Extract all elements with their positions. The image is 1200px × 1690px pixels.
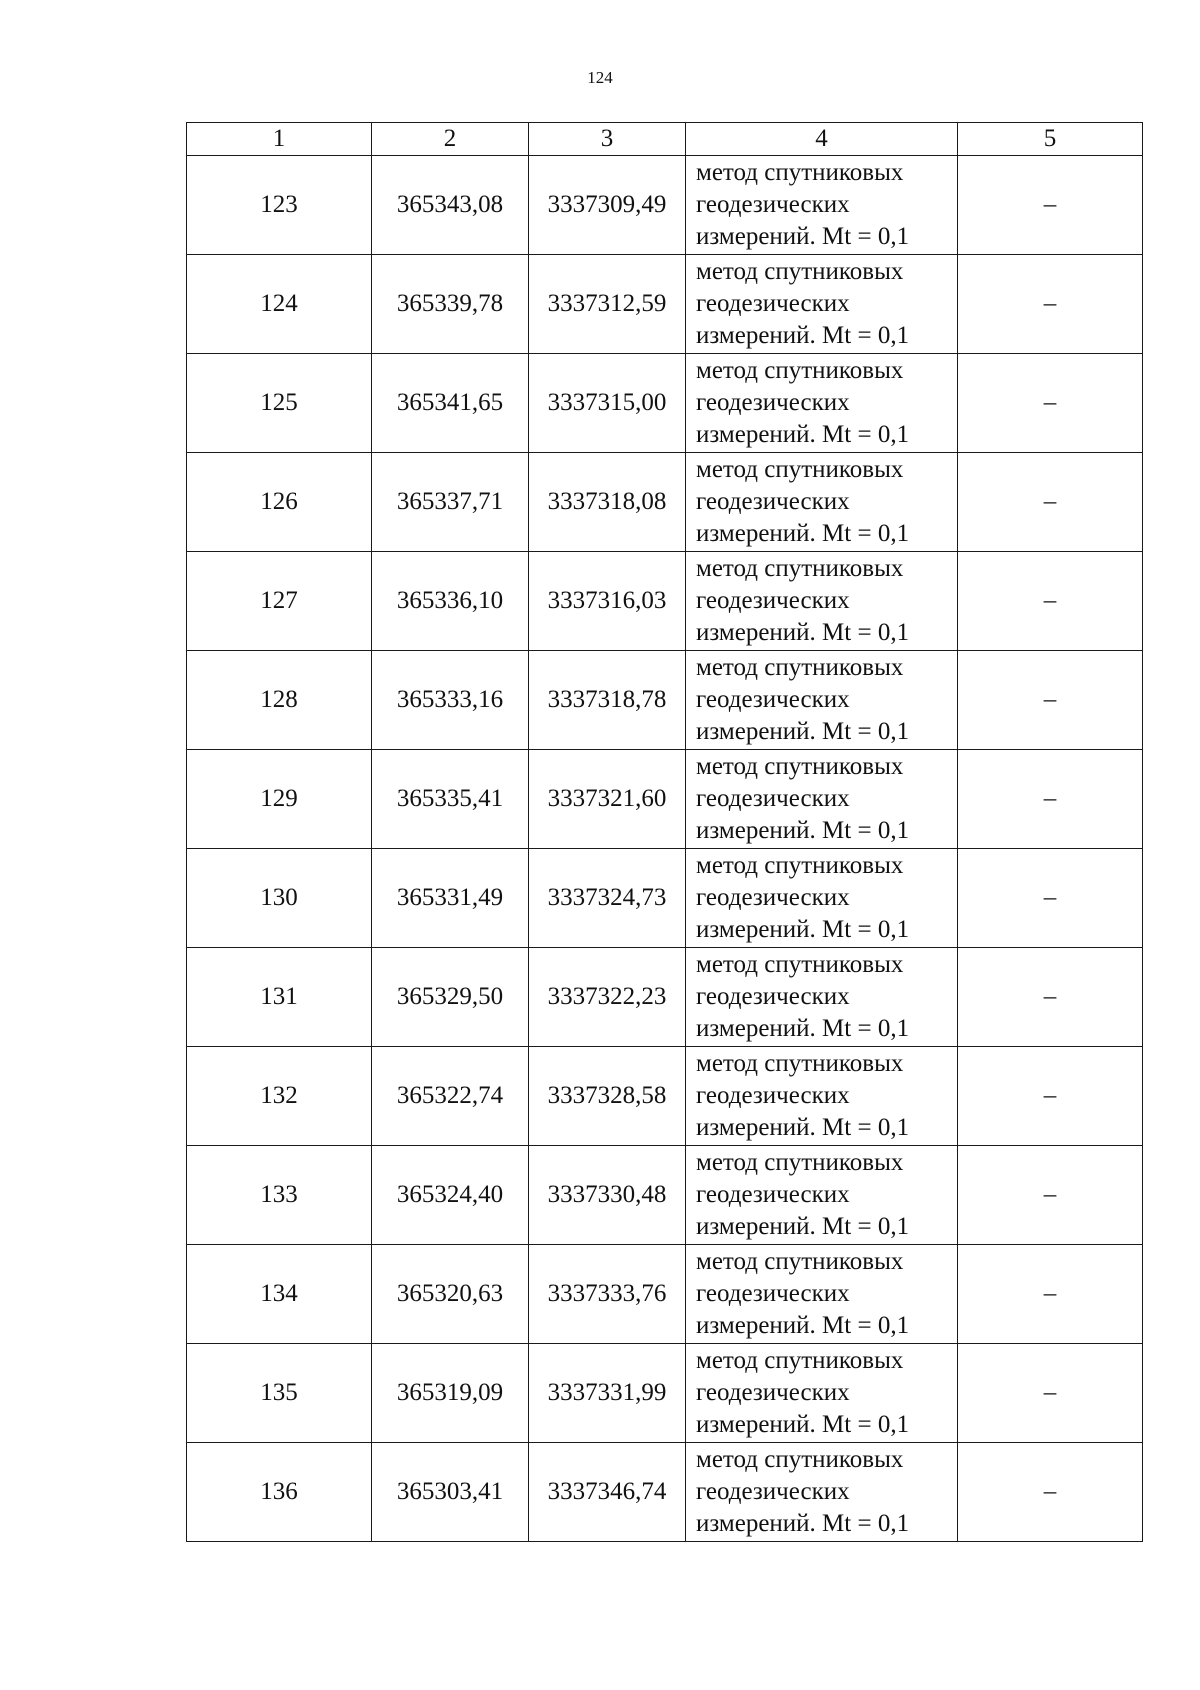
x-coordinate-cell: 365335,41 bbox=[372, 750, 529, 849]
point-number-cell: 136 bbox=[187, 1443, 372, 1542]
method-cell bbox=[686, 1443, 958, 1542]
note-cell: – bbox=[958, 1245, 1143, 1344]
method-text-line: геодезических bbox=[696, 488, 850, 515]
y-coordinate-cell: 3337324,73 bbox=[529, 849, 686, 948]
method-text-line: метод спутниковых bbox=[696, 654, 904, 681]
x-coordinate-cell: 365329,50 bbox=[372, 948, 529, 1047]
y-coordinate-cell: 3337328,58 bbox=[529, 1047, 686, 1146]
method-cell bbox=[686, 552, 958, 651]
method-text-line: геодезических bbox=[696, 389, 850, 416]
method-text-line: измерений. Mt = 0,1 bbox=[696, 916, 910, 943]
table-header bbox=[187, 123, 1143, 156]
y-coordinate-cell: 3337318,08 bbox=[529, 453, 686, 552]
method-text-line: геодезических bbox=[696, 884, 850, 911]
y-coordinate-cell: 3337346,74 bbox=[529, 1443, 686, 1542]
method-cell bbox=[686, 849, 958, 948]
method-text-line: метод спутниковых bbox=[696, 1446, 904, 1473]
method-text-line: геодезических bbox=[696, 1082, 850, 1109]
method-text-line: метод спутниковых bbox=[696, 1149, 904, 1176]
method-text-line: измерений. Mt = 0,1 bbox=[696, 520, 910, 547]
method-cell bbox=[686, 750, 958, 849]
table-row bbox=[187, 552, 1143, 651]
table-body bbox=[187, 156, 1143, 1542]
table-row bbox=[187, 453, 1143, 552]
table-row bbox=[187, 1245, 1143, 1344]
point-number-cell: 126 bbox=[187, 453, 372, 552]
x-coordinate-cell: 365303,41 bbox=[372, 1443, 529, 1542]
method-text-line: измерений. Mt = 0,1 bbox=[696, 619, 910, 646]
point-number-cell: 130 bbox=[187, 849, 372, 948]
x-coordinate-cell: 365336,10 bbox=[372, 552, 529, 651]
method-text-line: геодезических bbox=[696, 1478, 850, 1505]
x-coordinate-cell: 365343,08 bbox=[372, 156, 529, 255]
method-text-line: измерений. Mt = 0,1 bbox=[696, 223, 910, 250]
point-number-cell: 127 bbox=[187, 552, 372, 651]
method-cell bbox=[686, 453, 958, 552]
method-cell bbox=[686, 354, 958, 453]
note-cell: – bbox=[958, 1146, 1143, 1245]
note-cell: – bbox=[958, 354, 1143, 453]
method-text-line: измерений. Mt = 0,1 bbox=[696, 1510, 910, 1537]
column-header-4: 4 bbox=[686, 123, 958, 156]
note-cell: – bbox=[958, 948, 1143, 1047]
point-number-cell: 133 bbox=[187, 1146, 372, 1245]
table-row bbox=[187, 651, 1143, 750]
method-cell bbox=[686, 1245, 958, 1344]
table-row bbox=[187, 1146, 1143, 1245]
point-number-cell: 131 bbox=[187, 948, 372, 1047]
method-text-line: метод спутниковых bbox=[696, 753, 904, 780]
table-row bbox=[187, 1344, 1143, 1443]
y-coordinate-cell: 3337330,48 bbox=[529, 1146, 686, 1245]
table-row bbox=[187, 255, 1143, 354]
method-text-line: геодезических bbox=[696, 1280, 850, 1307]
x-coordinate-cell: 365319,09 bbox=[372, 1344, 529, 1443]
y-coordinate-cell: 3337316,03 bbox=[529, 552, 686, 651]
method-text-line: измерений. Mt = 0,1 bbox=[696, 322, 910, 349]
method-cell bbox=[686, 948, 958, 1047]
note-cell: – bbox=[958, 1344, 1143, 1443]
x-coordinate-cell: 365320,63 bbox=[372, 1245, 529, 1344]
coordinates-table bbox=[186, 122, 1143, 1542]
table-row bbox=[187, 750, 1143, 849]
y-coordinate-cell: 3337318,78 bbox=[529, 651, 686, 750]
method-text-line: измерений. Mt = 0,1 bbox=[696, 718, 910, 745]
method-cell bbox=[686, 1344, 958, 1443]
method-text-line: метод спутниковых bbox=[696, 1248, 904, 1275]
y-coordinate-cell: 3337333,76 bbox=[529, 1245, 686, 1344]
column-header-1: 1 bbox=[187, 123, 372, 156]
x-coordinate-cell: 365339,78 bbox=[372, 255, 529, 354]
y-coordinate-cell: 3337331,99 bbox=[529, 1344, 686, 1443]
column-header-3: 3 bbox=[529, 123, 686, 156]
header-row bbox=[187, 123, 1143, 156]
method-text-line: измерений. Mt = 0,1 bbox=[696, 1114, 910, 1141]
method-text-line: измерений. Mt = 0,1 bbox=[696, 1213, 910, 1240]
y-coordinate-cell: 3337322,23 bbox=[529, 948, 686, 1047]
method-text-line: измерений. Mt = 0,1 bbox=[696, 817, 910, 844]
y-coordinate-cell: 3337309,49 bbox=[529, 156, 686, 255]
method-text-line: геодезических bbox=[696, 587, 850, 614]
method-text-line: метод спутниковых bbox=[696, 1050, 904, 1077]
method-text-line: измерений. Mt = 0,1 bbox=[696, 1312, 910, 1339]
method-text-line: геодезических bbox=[696, 785, 850, 812]
x-coordinate-cell: 365333,16 bbox=[372, 651, 529, 750]
method-text-line: геодезических bbox=[696, 1181, 850, 1208]
point-number-cell: 135 bbox=[187, 1344, 372, 1443]
method-text-line: метод спутниковых bbox=[696, 456, 904, 483]
point-number-cell: 134 bbox=[187, 1245, 372, 1344]
note-cell: – bbox=[958, 453, 1143, 552]
note-cell: – bbox=[958, 1047, 1143, 1146]
method-text-line: геодезических bbox=[696, 686, 850, 713]
method-text-line: метод спутниковых bbox=[696, 258, 904, 285]
table-row bbox=[187, 354, 1143, 453]
note-cell: – bbox=[958, 156, 1143, 255]
method-text-line: метод спутниковых bbox=[696, 159, 904, 186]
note-cell: – bbox=[958, 1443, 1143, 1542]
note-cell: – bbox=[958, 849, 1143, 948]
x-coordinate-cell: 365324,40 bbox=[372, 1146, 529, 1245]
y-coordinate-cell: 3337312,59 bbox=[529, 255, 686, 354]
method-text-line: измерений. Mt = 0,1 bbox=[696, 1411, 910, 1438]
method-text-line: геодезических bbox=[696, 191, 850, 218]
note-cell: – bbox=[958, 651, 1143, 750]
note-cell: – bbox=[958, 750, 1143, 849]
table-row bbox=[187, 1443, 1143, 1542]
column-header-2: 2 bbox=[372, 123, 529, 156]
page-number: 124 bbox=[587, 68, 613, 87]
table-row bbox=[187, 156, 1143, 255]
method-text-line: геодезических bbox=[696, 1379, 850, 1406]
x-coordinate-cell: 365337,71 bbox=[372, 453, 529, 552]
point-number-cell: 132 bbox=[187, 1047, 372, 1146]
table-row bbox=[187, 849, 1143, 948]
method-text-line: метод спутниковых bbox=[696, 1347, 904, 1374]
point-number-cell: 128 bbox=[187, 651, 372, 750]
method-cell bbox=[686, 651, 958, 750]
table-row bbox=[187, 948, 1143, 1047]
method-text-line: метод спутниковых bbox=[696, 357, 904, 384]
method-cell bbox=[686, 1047, 958, 1146]
method-text-line: измерений. Mt = 0,1 bbox=[696, 421, 910, 448]
method-text-line: метод спутниковых bbox=[696, 852, 904, 879]
point-number-cell: 123 bbox=[187, 156, 372, 255]
note-cell: – bbox=[958, 255, 1143, 354]
method-text-line: геодезических bbox=[696, 983, 850, 1010]
x-coordinate-cell: 365331,49 bbox=[372, 849, 529, 948]
x-coordinate-cell: 365322,74 bbox=[372, 1047, 529, 1146]
table-row bbox=[187, 1047, 1143, 1146]
method-cell bbox=[686, 156, 958, 255]
point-number-cell: 125 bbox=[187, 354, 372, 453]
method-text-line: метод спутниковых bbox=[696, 555, 904, 582]
x-coordinate-cell: 365341,65 bbox=[372, 354, 529, 453]
y-coordinate-cell: 3337321,60 bbox=[529, 750, 686, 849]
method-text-line: метод спутниковых bbox=[696, 951, 904, 978]
method-cell bbox=[686, 255, 958, 354]
column-header-5: 5 bbox=[958, 123, 1143, 156]
point-number-cell: 124 bbox=[187, 255, 372, 354]
method-text-line: геодезических bbox=[696, 290, 850, 317]
y-coordinate-cell: 3337315,00 bbox=[529, 354, 686, 453]
method-cell bbox=[686, 1146, 958, 1245]
point-number-cell: 129 bbox=[187, 750, 372, 849]
method-text-line: измерений. Mt = 0,1 bbox=[696, 1015, 910, 1042]
note-cell: – bbox=[958, 552, 1143, 651]
